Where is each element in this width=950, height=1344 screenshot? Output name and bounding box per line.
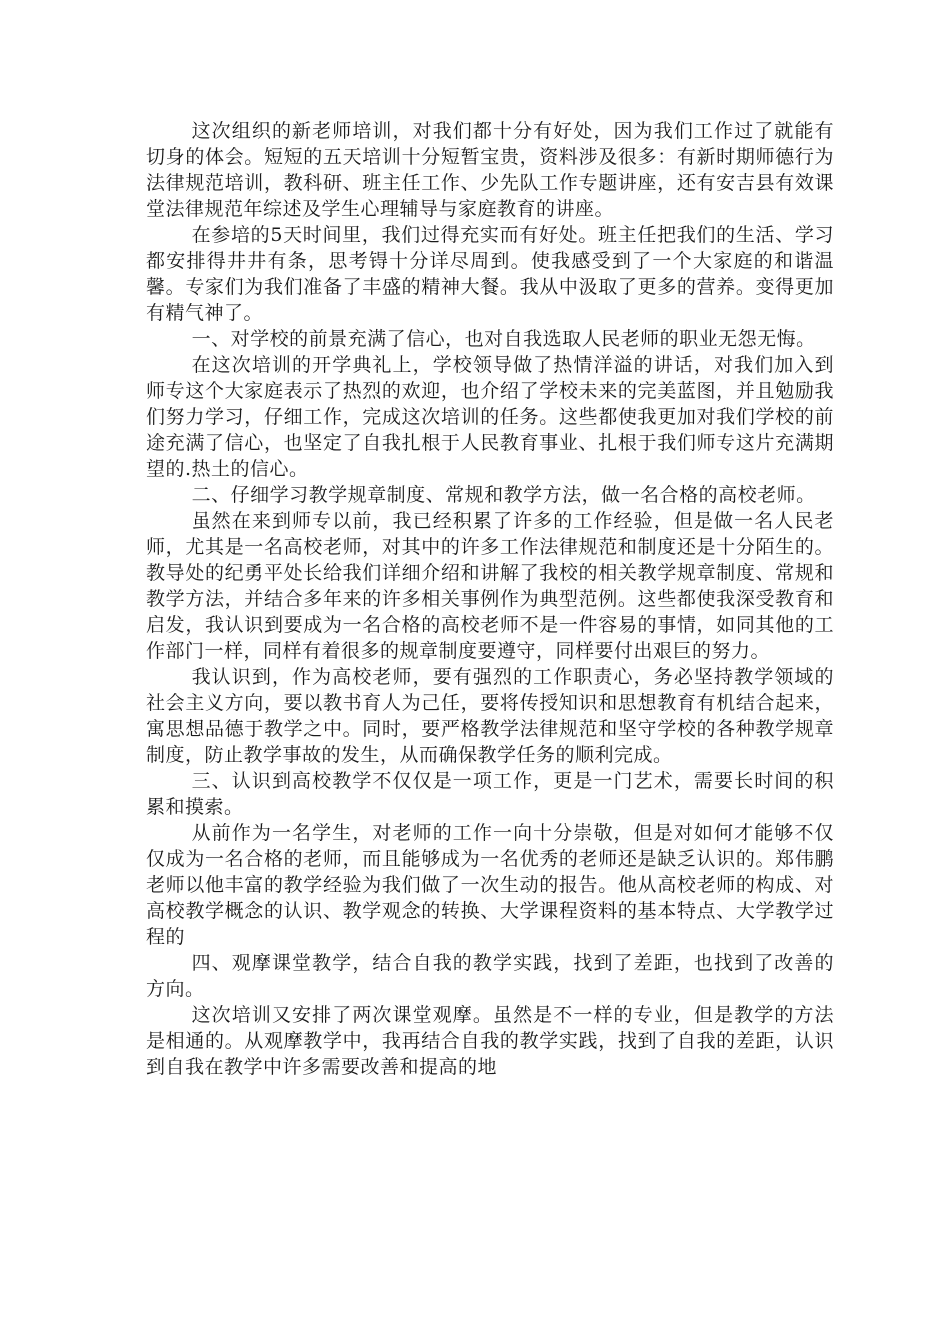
paragraph-training-days: 在参培的5天时间里，我们过得充实而有好处。班主任把我们的生活、学习都安排得井井有条，思考锝十分详尽周到。使我感受到了一个大家庭的和谐温馨。专家们为我们准备了丰盛的精神大餐。我从中汲取了更多的营养。变得更加有精气神了。 [146,224,834,324]
paragraph-intro: 这次组织的新老师培训，对我们都十分有好处，因为我们工作过了就能有切身的体会。短短的五天培训十分短暂宝贵，资料涉及很多：有新时期师德行为法律规范培训，教科研、班主任工作、少先队工作专题讲座，还有安吉县有效课堂法律规范年综述及学生心理辅导与家庭教育的讲座。 [146,120,834,220]
section-heading-2: 二、仔细学习教学规章制度、常规和教学方法，做一名合格的高校老师。 [191,484,816,506]
section-heading-3: 三、认识到高校教学不仅仅是一项工作，更是一门艺术，需要长时间的积累和摸索。 [146,770,834,818]
section-heading-4: 四、观摩课堂教学，结合自我的教学实践，找到了差距，也找到了改善的方向。 [146,952,834,1000]
paragraph-responsibility: 我认识到，作为高校老师，要有强烈的工作职责心，务必坚持教学领域的社会主义方向，要以教书育人为己任，要将传授知识和思想教育有机结合起来，寓思想品德于教学之中。同时，要严格教学法律规范和坚守学校的各种教学规章制度，防止教学事故的发生，从而确保教学任务的顺利完成。 [146,666,834,766]
document-body [146,118,834,1080]
paragraph-observation: 这次培训又安排了两次课堂观摩。虽然是不一样的专业，但是教学的方法是相通的。从观摩教学中，我再结合自我的教学实践，找到了自我的差距，认识到自我在教学中许多需要改善和提高的地 [146,1004,834,1078]
paragraph-regulations: 虽然在来到师专以前，我已经积累了许多的工作经验，但是做一名人民老师，尤其是一名高校老师，对其中的许多工作法律规范和制度还是十分陌生的。教导处的纪勇平处长给我们详细介绍和讲解了我校的相关教学规章制度、常规和教学方法，并结合多年来的许多相关事例作为典型范例。这些都使我深受教育和启发，我认识到要成为一名合格的高校老师不是一件容易的事情，如同其他的工作部门一样，同样有着很多的规章制度要遵守，同样要付出艰巨的努力。 [146,510,834,662]
section-heading-1: 一、对学校的前景充满了信心，也对自我选取人民老师的职业无怨无悔。 [191,328,816,350]
paragraph-opening-ceremony: 在这次培训的开学典礼上，学校领导做了热情洋溢的讲话，对我们加入到师专这个大家庭表示了热烈的欢迎，也介绍了学校未来的完美蓝图，并且勉励我们努力学习，仔细工作，完成这次培训的任务。这些都使我更加对我们学校的前途充满了信心，也坚定了自我扎根于人民教育事业、扎根于我们师专这片充满期望的.热土的信心。 [146,354,834,480]
paragraph-teaching-art: 从前作为一名学生，对老师的工作一向十分崇敬，但是对如何才能够不仅仅成为一名合格的老师，而且能够成为一名优秀的老师还是缺乏认识的。郑伟鹏老师以他丰富的教学经验为我们做了一次生动的报告。他从高校老师的构成、对高校教学概念的认识、教学观念的转换、大学课程资料的基本特点、大学教学过程的 [146,822,834,948]
